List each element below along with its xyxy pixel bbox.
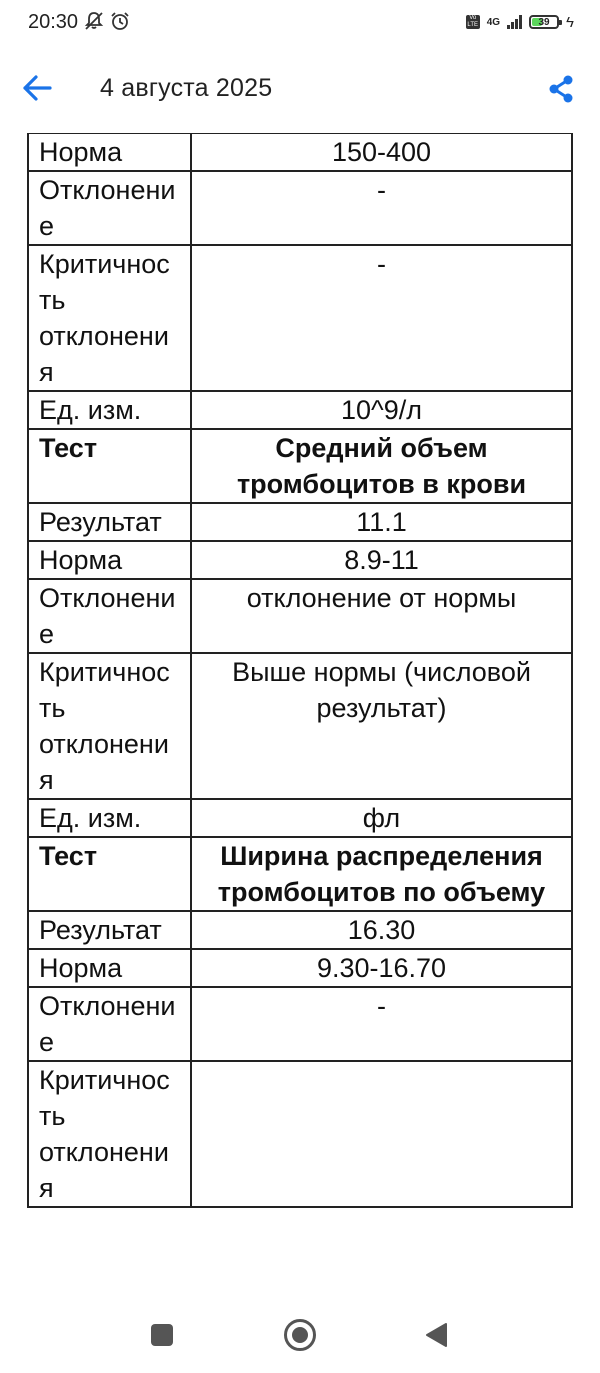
row-value: 9.30-16.70 [191,949,572,987]
row-value: отклонение от нормы [191,579,572,653]
recent-apps-button[interactable] [140,1296,184,1373]
table-row [28,245,572,391]
table-row [28,579,572,653]
network-type: 4G [486,16,501,28]
row-label: Ед. изм. [28,391,191,429]
row-value: - [191,245,572,391]
row-label: Отклонение [28,579,191,653]
back-button[interactable] [20,72,54,104]
battery-level: 39 [538,16,550,28]
results-table-body [28,133,572,1207]
table-row [28,133,572,171]
row-value: 10^9/л [191,391,572,429]
row-value: 11.1 [191,503,572,541]
row-value: - [191,987,572,1061]
table-row [28,541,572,579]
arrow-left-icon [22,74,52,102]
battery-icon [529,15,559,29]
table-row [28,987,572,1061]
results-scroll-area[interactable] [0,133,600,1296]
row-label: Критичность отклонения [28,1061,191,1207]
table-row [28,1061,572,1207]
share-icon [546,74,576,104]
home-icon [284,1319,316,1351]
row-value: - [191,171,572,245]
table-row [28,799,572,837]
table-row [28,911,572,949]
row-label: Тест [28,429,191,503]
table-row [28,653,572,799]
row-value: 16.30 [191,911,572,949]
row-label: Отклонение [28,987,191,1061]
page-title: 4 августа 2025 [100,74,273,102]
app-bar [0,58,600,118]
row-label: Тест [28,837,191,911]
status-bar [0,0,600,44]
row-value: фл [191,799,572,837]
recent-apps-icon [151,1324,173,1346]
results-table [27,133,573,1208]
row-value: 150-400 [191,133,572,171]
row-label: Результат [28,911,191,949]
back-triangle-icon [424,1322,448,1348]
table-row [28,503,572,541]
notifications-off-icon [84,11,104,34]
row-value: Средний объем тромбоцитов в крови [191,429,572,503]
charging-icon: ϟ [566,13,574,31]
row-label: Норма [28,133,191,171]
table-row [28,391,572,429]
share-button[interactable] [544,72,578,106]
status-right [466,14,574,31]
row-label: Отклонение [28,171,191,245]
row-label: Норма [28,541,191,579]
table-row-test [28,837,572,911]
home-button[interactable] [278,1296,322,1373]
volte-icon: Vo LTE [467,15,478,28]
row-value: Ширина распределения тромбоцитов по объему [191,837,572,911]
row-label: Норма [28,949,191,987]
row-label: Критичность отклонения [28,653,191,799]
signal-icon [507,15,522,29]
system-back-button[interactable] [414,1296,458,1373]
row-value [191,1061,572,1207]
status-time: 20:30 [28,10,79,33]
table-row-test [28,429,572,503]
row-value: 8.9-11 [191,541,572,579]
row-label: Ед. изм. [28,799,191,837]
row-value: Выше нормы (числовой результат) [191,653,572,799]
row-label: Критичность отклонения [28,245,191,391]
navigation-bar [0,1296,600,1373]
table-row [28,949,572,987]
alarm-icon [110,11,130,34]
table-row [28,171,572,245]
status-left [28,11,130,34]
row-label: Результат [28,503,191,541]
